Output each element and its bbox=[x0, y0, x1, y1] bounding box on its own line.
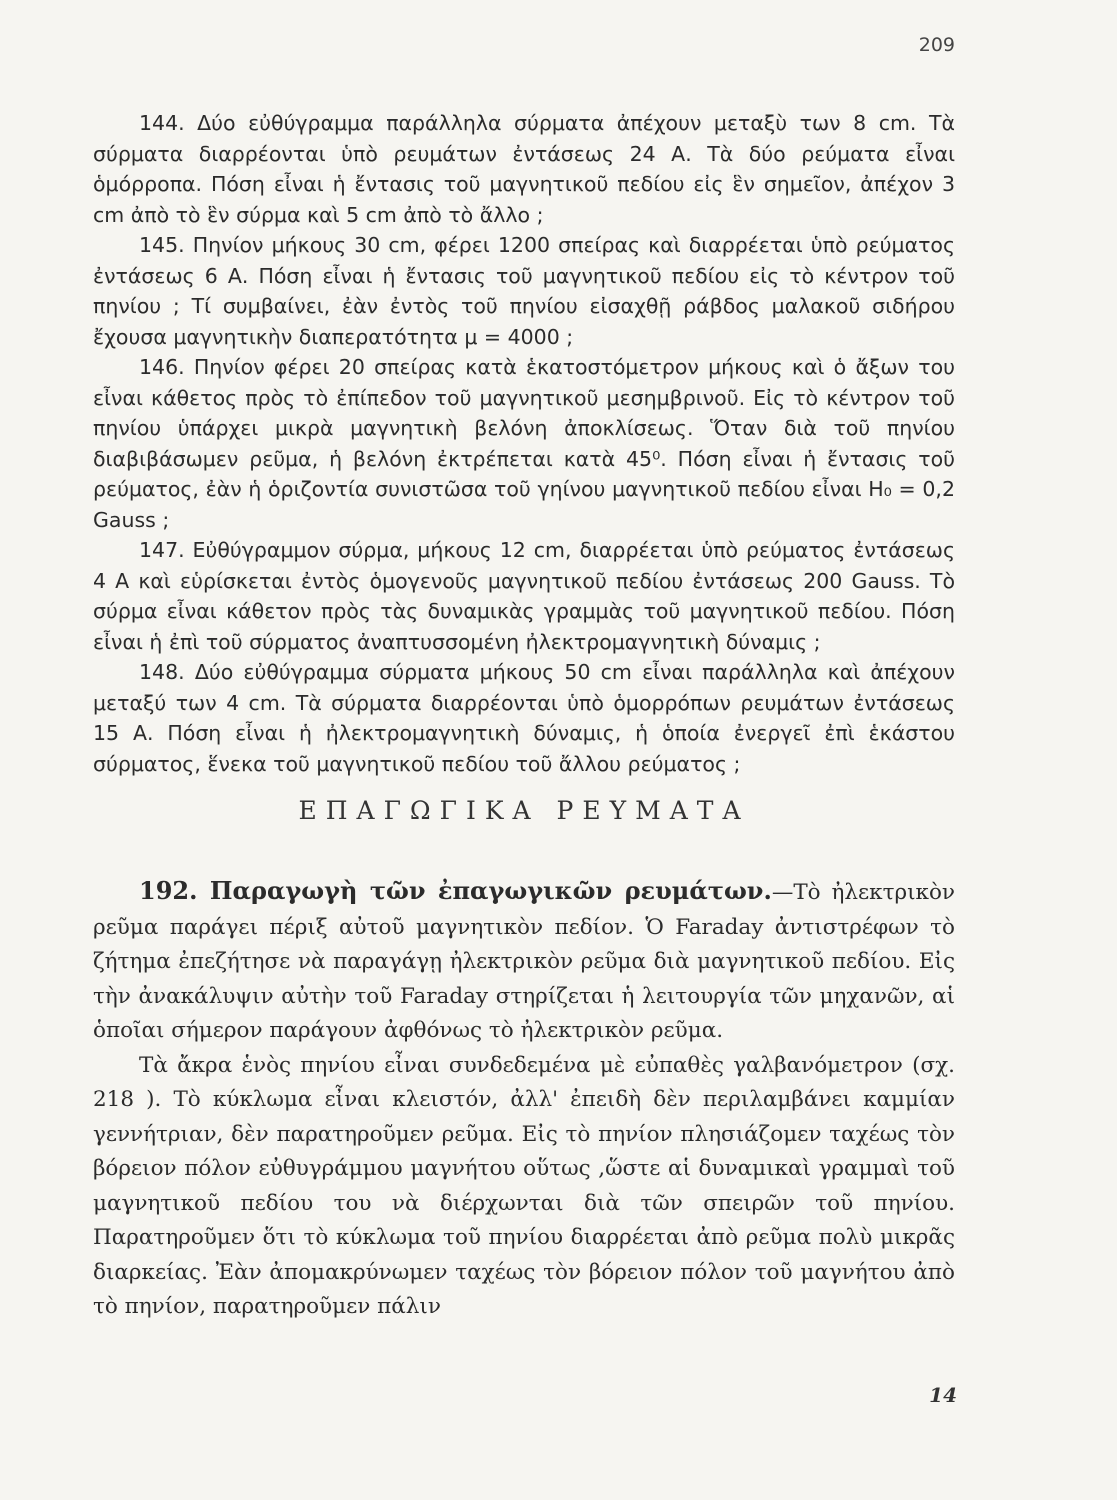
exercise-list bbox=[93, 108, 955, 779]
exercise-144: 144. Δύο εὐθύγραμμα παράλληλα σύρματα ἀπέχουν μεταξὺ των 8 cm. Τὰ σύρματα διαρρέονται ὑπὸ ρευμάτων ἐντάσεως 24 Α. Τὰ δύο ρεύματα εἶναι ὁμόρροπα. Πόση εἶναι ἡ ἔντασις τοῦ μαγνητικοῦ πεδίου εἰς ἓν σημεῖον, ἀπέχον 3 cm ἀπὸ τὸ ἓν σύρμα καὶ 5 cm ἀπὸ τὸ ἄλλο ; bbox=[93, 111, 955, 227]
section-body bbox=[93, 874, 955, 1325]
page-number: 209 bbox=[918, 34, 955, 56]
section-heading: ΕΠΑΓΩΓΙΚΑ ΡΕΥΜΑΤΑ bbox=[298, 796, 750, 825]
exercise-148: 148. Δύο εὐθύγραμμα σύρματα μήκους 50 cm εἶναι παράλληλα καὶ ἀπέχουν μεταξύ των 4 cm. Τὰ σύρματα διαρρέονται ὑπὸ ὁμορρόπων ρευμάτων ἐντάσεως 15 Α. Πόση εἶναι ἡ ἠλεκτρομαγνητικὴ δύναμις, ἡ ὁποία ἐνεργεῖ ἐπὶ ἑκάστου σύρματος, ἕνεκα τοῦ μαγνητικοῦ πεδίου τοῦ ἄλλου ρεύματος ; bbox=[93, 660, 955, 776]
exercise-147: 147. Εὐθύγραμμον σύρμα, μήκους 12 cm, διαρρέεται ὑπὸ ρεύματος ἐντάσεως 4 Α καὶ εὑρίσκεται ἐντὸς ὁμογενοῦς μαγνητικοῦ πεδίου ἐντάσεως 200 Gauss. Τὸ σύρμα εἶναι κάθετον πρὸς τὰς δυναμικὰς γραμμὰς τοῦ μαγνητικοῦ πεδίου. Πόση εἶναι ἡ ἐπὶ τοῦ σύρματος ἀναπτυσσομένη ἠλεκτρομαγνητικὴ δύναμις ; bbox=[93, 538, 955, 654]
signature-mark: 14 bbox=[929, 1383, 957, 1407]
section-paragraph-1-text: —Τὸ ἠλεκτρικὸν ρεῦμα παράγει πέριξ αὐτοῦ μαγνητικὸν πεδίον. Ὁ Faraday ἀντιστρέφων τὸ ζήτημα ἐπεζήτησε νὰ παραγάγῃ ἠλεκτρικὸν ρεῦμα διὰ μαγνητικοῦ πεδίου. Εἰς τὴν ἀνακάλυψιν αὐτὴν τοῦ Faraday στηρίζεται ἡ λειτουργία τῶν μηχανῶν, αἱ ὁποῖαι σήμερον παράγουν ἀφθόνως τὸ ἠλεκτρικὸν ρεῦμα. bbox=[93, 880, 956, 1043]
exercise-145: 145. Πηνίον μήκους 30 cm, φέρει 1200 σπείρας καὶ διαρρέεται ὑπὸ ρεύματος ἐντάσεως 6 Α. Πόση εἶναι ἡ ἔντασις τοῦ μαγνητικοῦ πεδίου εἰς τὸ κέντρον τοῦ πηνίου ; Τί συμβαίνει, ἐὰν ἐντὸς τοῦ πηνίου εἰσαχθῇ ράβδος μαλακοῦ σιδήρου ἔχουσα μαγνητικὴν διαπερατότητα μ = 4000 ; bbox=[93, 233, 955, 349]
section-paragraph-1 bbox=[93, 874, 955, 1049]
exercise-146: 146. Πηνίον φέρει 20 σπείρας κατὰ ἑκατοστόμετρον μήκους καὶ ὁ ἄξων του εἶναι κάθετος πρὸς τὸ ἐπίπεδον τοῦ μαγνητικοῦ μεσημβρινοῦ. Εἰς τὸ κέντρον τοῦ πηνίου ὑπάρχει μικρὰ μαγνητικὴ βελόνη ἀποκλίσεως. Ὅταν διὰ τοῦ πηνίου διαβιβάσωμεν ρεῦμα, ἡ βελόνη ἐκτρέπεται κατὰ 45⁰. Πόση εἶναι ἡ ἔντασις τοῦ ρεύματος, ἐὰν ἡ ὁριζοντία συνιστῶσα τοῦ γηίνου μαγνητικοῦ πεδίου εἶναι H₀ = 0,2 Gauss ; bbox=[93, 355, 955, 532]
section-title: 192. Παραγωγὴ τῶν ἐπαγωγικῶν ρευμάτων. bbox=[139, 876, 772, 905]
section-paragraph-2: Τὰ ἄκρα ἑνὸς πηνίου εἶναι συνδεδεμένα μὲ εὐπαθὲς γαλβανόμετρον (σχ. 218 ). Τὸ κύκλωμα εἶναι κλειστόν, ἀλλ' ἐπειδὴ δὲν περιλαμβάνει καμμίαν γεννήτριαν, δὲν παρατηροῦμεν ρεῦμα. Εἰς τὸ πηνίον πλησιάζομεν ταχέως τὸν βόρειον πόλον εὐθυγράμμου μαγνήτου οὕτως ,ὥστε αἱ δυναμικαὶ γραμμαὶ τοῦ μαγνητικοῦ πεδίου του νὰ διέρχωνται διὰ τῶν σπειρῶν τοῦ πηνίου. Παρατηροῦμεν ὅτι τὸ κύκλωμα τοῦ πηνίου διαρρέεται ἀπὸ ρεῦμα πολὺ μικρᾶς διαρκείας. Ἐὰν ἀπομακρύνωμεν ταχέως τὸν βόρειον πόλον τοῦ μαγνήτου ἀπὸ τὸ πηνίον, παρατηροῦμεν πάλιν bbox=[93, 1052, 955, 1319]
